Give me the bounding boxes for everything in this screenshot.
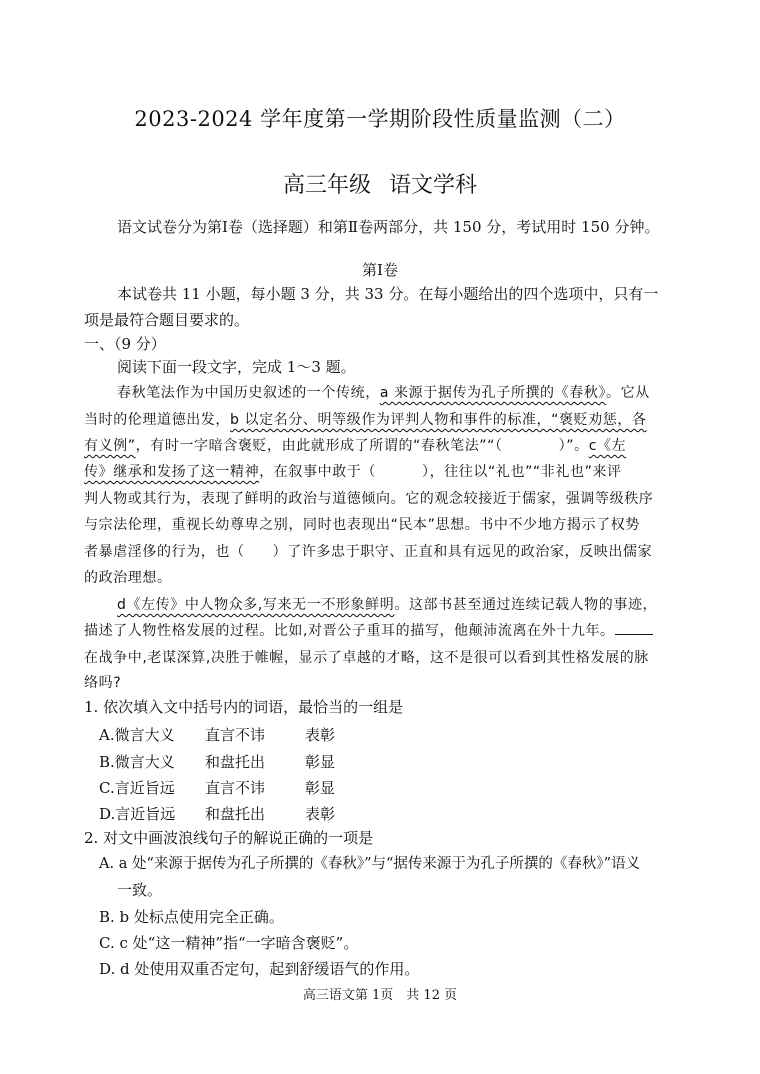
wavy-sentence-a: a 来源于据传为孔子所撰的《春秋》	[379, 385, 607, 401]
passage-line-4	[84, 459, 622, 485]
wavy-sentence-c: c《左	[588, 438, 627, 454]
passage-text: 。它从	[606, 385, 650, 401]
option-word: 和盘托出	[205, 753, 266, 771]
question-2-option-d: D. d 处使用双重否定句，起到舒缓语气的作用。	[99, 960, 420, 978]
passage-line-12: 络吗?	[84, 675, 122, 691]
passage-text: ，有时一字暗含褒贬，由此就形成了所谓的“春秋笔法”“（	[135, 438, 503, 454]
exam-subtitle	[0, 168, 760, 199]
passage-text: 。这部书甚至通过连续记载人物的事迹，	[394, 597, 658, 613]
option-word: C.言近旨远	[99, 779, 175, 797]
question-2-option-a-line2: 一致。	[117, 881, 163, 899]
option-word: 彰显	[305, 753, 336, 771]
question-1-option-a	[99, 724, 335, 745]
page-footer: 高三语文第 1页 共 12 页	[302, 988, 458, 1003]
wavy-sentence-c-end: 传》继承和发扬了这一精神	[84, 464, 260, 480]
passage-line-8: 的政治理想。	[84, 570, 172, 586]
question-1-stem: 1. 依次填入文中括号内的词语，最恰当的一组是	[84, 698, 404, 716]
exam-intro: 语文试卷分为第Ⅰ卷（选择题）和第Ⅱ卷两部分，共 150 分，考试用时 150 分钟。	[117, 218, 660, 236]
wavy-sentence-d: d《左传》中人物众多,写来无一不形象鲜明	[117, 597, 395, 613]
passage-text: 春秋笔法作为中国历史叙述的一个传统，	[117, 385, 380, 401]
option-word: 和盘托出	[205, 805, 266, 823]
fill-line-blank	[615, 620, 653, 635]
passage-line-9	[117, 592, 657, 618]
question-2-option-b: B. b 处标点使用完全正确。	[99, 908, 284, 926]
question-2-option-a-line1: A. a 处“来源于据传为孔子所撰的《春秋》”与“据传来源于为孔子所撰的《春秋》”语义	[99, 856, 641, 872]
option-word: B.微言大义	[99, 753, 175, 771]
passage-text: 者暴虐淫侈的行为，也（	[84, 544, 245, 560]
passage-line-2	[84, 407, 647, 433]
wavy-sentence-b: b 以定名分、明等级作为评判人物和事件的标准，“褒贬劝惩，各	[230, 412, 647, 428]
wavy-sentence-b-end: 有义例”	[84, 438, 136, 454]
passage-line-11: 在战争中,老谋深算,决胜于帷幄，显示了卓越的才略，这不是很可以看到其性格发展的脉	[84, 650, 649, 666]
question-1-option-d	[99, 803, 335, 824]
passage-text: ），往往以“礼也”“非礼也”来评	[422, 464, 622, 480]
option-word: 直言不讳	[205, 726, 266, 744]
question-1-option-b	[99, 751, 335, 772]
passage-text: ）了许多忠于职守、正直和具有远见的政治家，反映出儒家	[272, 544, 653, 560]
option-word: D.言近旨远	[99, 805, 176, 823]
part-heading: 一、（9 分）	[84, 335, 166, 353]
passage-line-7	[84, 539, 652, 565]
option-word: 表彰	[305, 726, 336, 744]
passage-text: ，在叙事中敢于（	[259, 464, 377, 480]
option-word: A.微言大义	[99, 726, 175, 744]
exam-title: 2023-2024 学年度第一学期阶段性质量监测（二）	[134, 107, 626, 131]
passage-line-6: 与宗法伦理，重视长幼尊卑之别，同时也表现出“民本”思想。书中不少地方揭示了权势	[84, 517, 640, 533]
question-1-option-c	[99, 777, 335, 798]
option-word: 彰显	[305, 779, 336, 797]
passage-text: ）”。	[558, 438, 589, 454]
option-word: 表彰	[305, 805, 336, 823]
passage-line-5: 判人物或其行为，表现了鲜明的政治与道德倾向。它的观念较接近于儒家，强调等级秩序	[84, 491, 654, 507]
reading-instruction: 阅读下面一段文字，完成 1～3 题。	[117, 358, 356, 376]
question-2-option-c: C. c 处“这一精神”指“一字暗含褒贬”。	[99, 934, 359, 952]
passage-text: 描述了人物性格发展的过程。比如,对晋公子重耳的描写，他颠沛流离在外十九年。	[84, 623, 615, 639]
section-desc-line2: 项是最符合题目要求的。	[84, 311, 250, 329]
subject-label: 语文学科	[389, 173, 478, 198]
grade-label: 高三年级	[282, 173, 371, 198]
passage-line-1	[117, 380, 650, 406]
passage-line-10	[84, 618, 653, 644]
passage-text: 当时的伦理道德出发，	[84, 412, 230, 428]
option-word: 直言不讳	[205, 779, 266, 797]
question-2-stem: 2. 对文中画波浪线句子的解说正确的一项是	[84, 829, 374, 847]
section-desc-line1: 本试卷共 11 小题，每小题 3 分，共 33 分。在每小题给出的四个选项中，只有一	[117, 285, 659, 303]
section-title: 第Ⅰ卷	[362, 261, 398, 279]
passage-line-3	[84, 433, 626, 459]
